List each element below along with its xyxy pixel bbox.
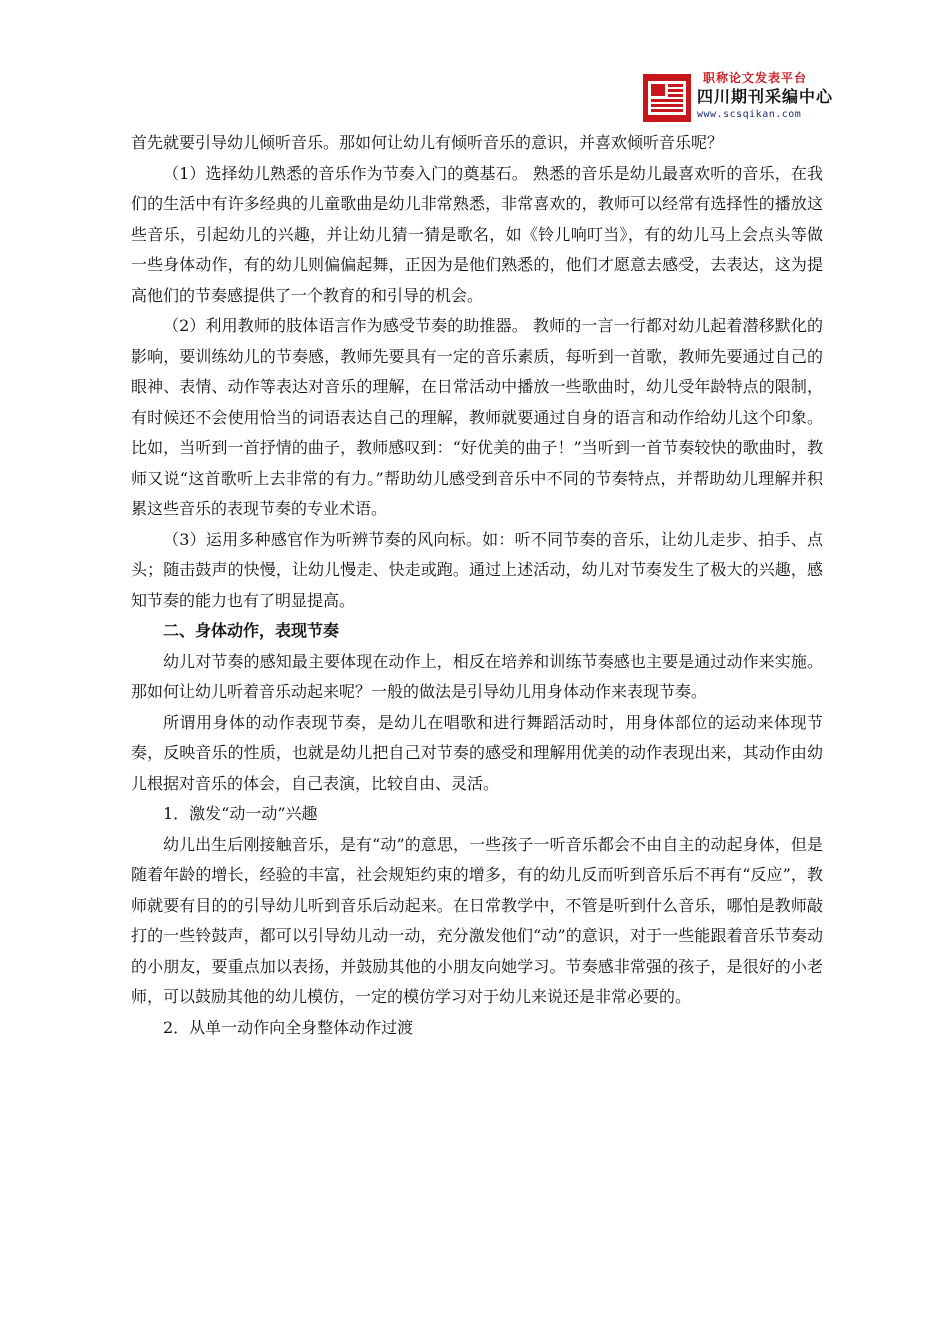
newspaper-logo-icon: [643, 74, 691, 122]
subheading: 2．从单一动作向全身整体动作过渡: [163, 1017, 414, 1037]
paragraph: 幼儿对节奏的感知最主要体现在动作上，相反在培养和训练节奏感也主要是通过动作来实施。那如何让幼儿听着音乐动起来呢？一般的做法是引导幼儿用身体动作来表现节奏。: [131, 651, 823, 701]
paragraph: 所谓用身体的动作表现节奏，是幼儿在唱歌和进行舞蹈活动时，用身体部位的运动来体现节奏，反映音乐的性质，也就是幼儿把自己对节奏的感受和理解用优美的动作表现出来，其动作由幼儿根据对音乐的体会，自己表演，比较自由、灵活。: [131, 712, 823, 793]
publisher-logo: [643, 70, 833, 128]
logo-title: 四川期刊采编中心: [697, 87, 834, 106]
logo-url[interactable]: www.scsqikan.com: [697, 109, 802, 120]
section-heading: 二、身体动作，表现节奏: [163, 621, 340, 640]
subheading: 1．激发“动一动”兴趣: [163, 804, 318, 823]
logo-slogan: 职称论文发表平台: [703, 71, 808, 85]
paragraph: （1）选择幼儿熟悉的音乐作为节奏入门的奠基石。 熟悉的音乐是幼儿最喜欢听的音乐，在我们的生活中有许多经典的儿童歌曲是幼儿非常熟悉，非常喜欢的，教师可以经常有选择性的播放这些音乐，引起幼儿的兴趣，并让幼儿猜一猜是歌名，如《铃儿响叮当》，有的幼儿马上会点头等做一些身体动作，有的幼儿则偏偏起舞，正因为是他们熟悉的，他们才愿意去感受，去表达，这为提高他们的节奏感提供了一个教育的和引导的机会。: [131, 163, 823, 305]
paragraph: （2）利用教师的肢体语言作为感受节奏的助推器。 教师的一言一行都对幼儿起着潜移默化的影响，要训练幼儿的节奏感，教师先要具有一定的音乐素质，每听到一首歌，教师先要通过自己的眼神、表情、动作等表达对音乐的理解，在日常活动中播放一些歌曲时，幼儿受年龄特点的限制，有时候还不会使用恰当的词语表达自己的理解，教师就要通过自身的语言和动作给幼儿这个印象。比如，当听到一首抒情的曲子，教师感叹到：“好优美的曲子！”当听到一首节奏较快的歌曲时，教师又说“这首歌听上去非常的有力。”帮助幼儿感受到音乐中不同的节奏特点，并帮助幼儿理解并积累这些音乐的表现节奏的专业术语。: [131, 316, 823, 518]
document-body: [131, 128, 823, 1043]
paragraph: （3）运用多种感官作为听辨节奏的风向标。如：听不同节奏的音乐，让幼儿走步、拍手、点头；随击鼓声的快慢，让幼儿慢走、快走或跑。通过上述活动，幼儿对节奏发生了极大的兴趣，感知节奏的能力也有了明显提高。: [131, 529, 823, 610]
paragraph: 首先就要引导幼儿倾听音乐。那如何让幼儿有倾听音乐的意识，并喜欢倾听音乐呢？: [131, 133, 724, 152]
paragraph: 幼儿出生后刚接触音乐，是有“动”的意思，一些孩子一听音乐都会不由自主的动起身体，但是随着年龄的增长，经验的丰富，社会规矩约束的增多，有的幼儿反而听到音乐后不再有“反应”，教师就要有目的的引导幼儿听到音乐后动起来。在日常教学中，不管是听到什么音乐，哪怕是教师敲打的一些铃鼓声，都可以引导幼儿动一动，充分激发他们“动”的意识，对于一些能跟着音乐节奏动的小朋友，要重点加以表扬，并鼓励其他的小朋友向她学习。节奏感非常强的孩子，是很好的小老师，可以鼓励其他的幼儿模仿，一定的模仿学习对于幼儿来说还是非常必要的。: [131, 834, 823, 1006]
